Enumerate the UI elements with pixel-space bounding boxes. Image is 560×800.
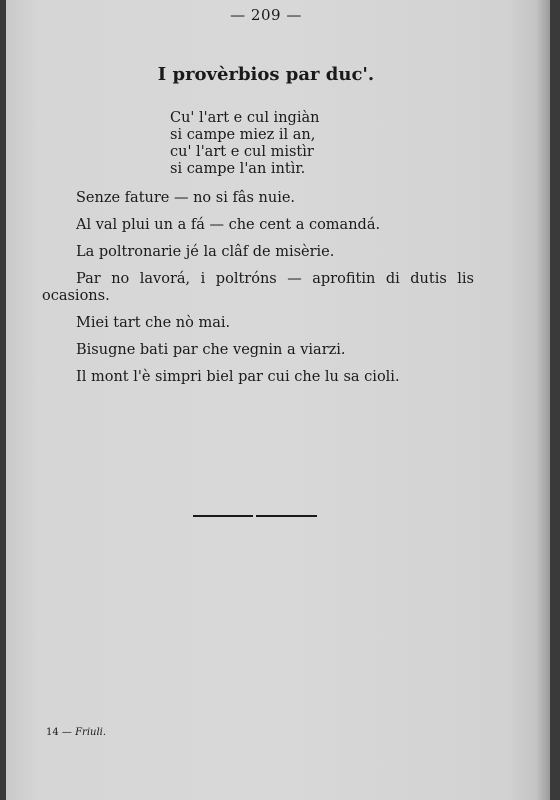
poem-line: si campe miez il an, [170,127,316,143]
poem-line: si campe l'an intìr. [170,161,306,177]
proverb: Al val plui un a fá — che cent a comandá. [76,217,381,233]
spine-shadow [536,0,550,800]
proverb: Par no lavorá, i poltróns — aprofitin di dutis lis ocasions. [42,271,474,304]
section-divider [193,515,317,517]
proverb: Miei tart che nò mai. [76,315,231,331]
section-title: I provèrbios par duc'. [157,64,375,85]
poem-line: Cu' l'art e cul ingiàn [170,110,320,126]
signature-separator: — [61,727,72,738]
proverb-list [42,190,474,396]
book-page [6,0,550,800]
signature-mark [46,727,106,738]
poem-line: cu' l'art e cul mistìr [170,144,314,160]
page-number: — 209 — [230,6,302,24]
signature-name: Friuli. [75,727,107,738]
poem-block [170,110,319,178]
proverb: Bisugne bati par che vegnin a viarzi. [76,342,346,358]
proverb: Senze fature — no si fâs nuie. [76,190,296,206]
proverb: La poltronarie jé la clâf de misèrie. [76,244,335,260]
proverb: Il mont l'è simpri biel par cui che lu sa cioli. [76,369,400,385]
signature-number: 14 [46,727,59,738]
